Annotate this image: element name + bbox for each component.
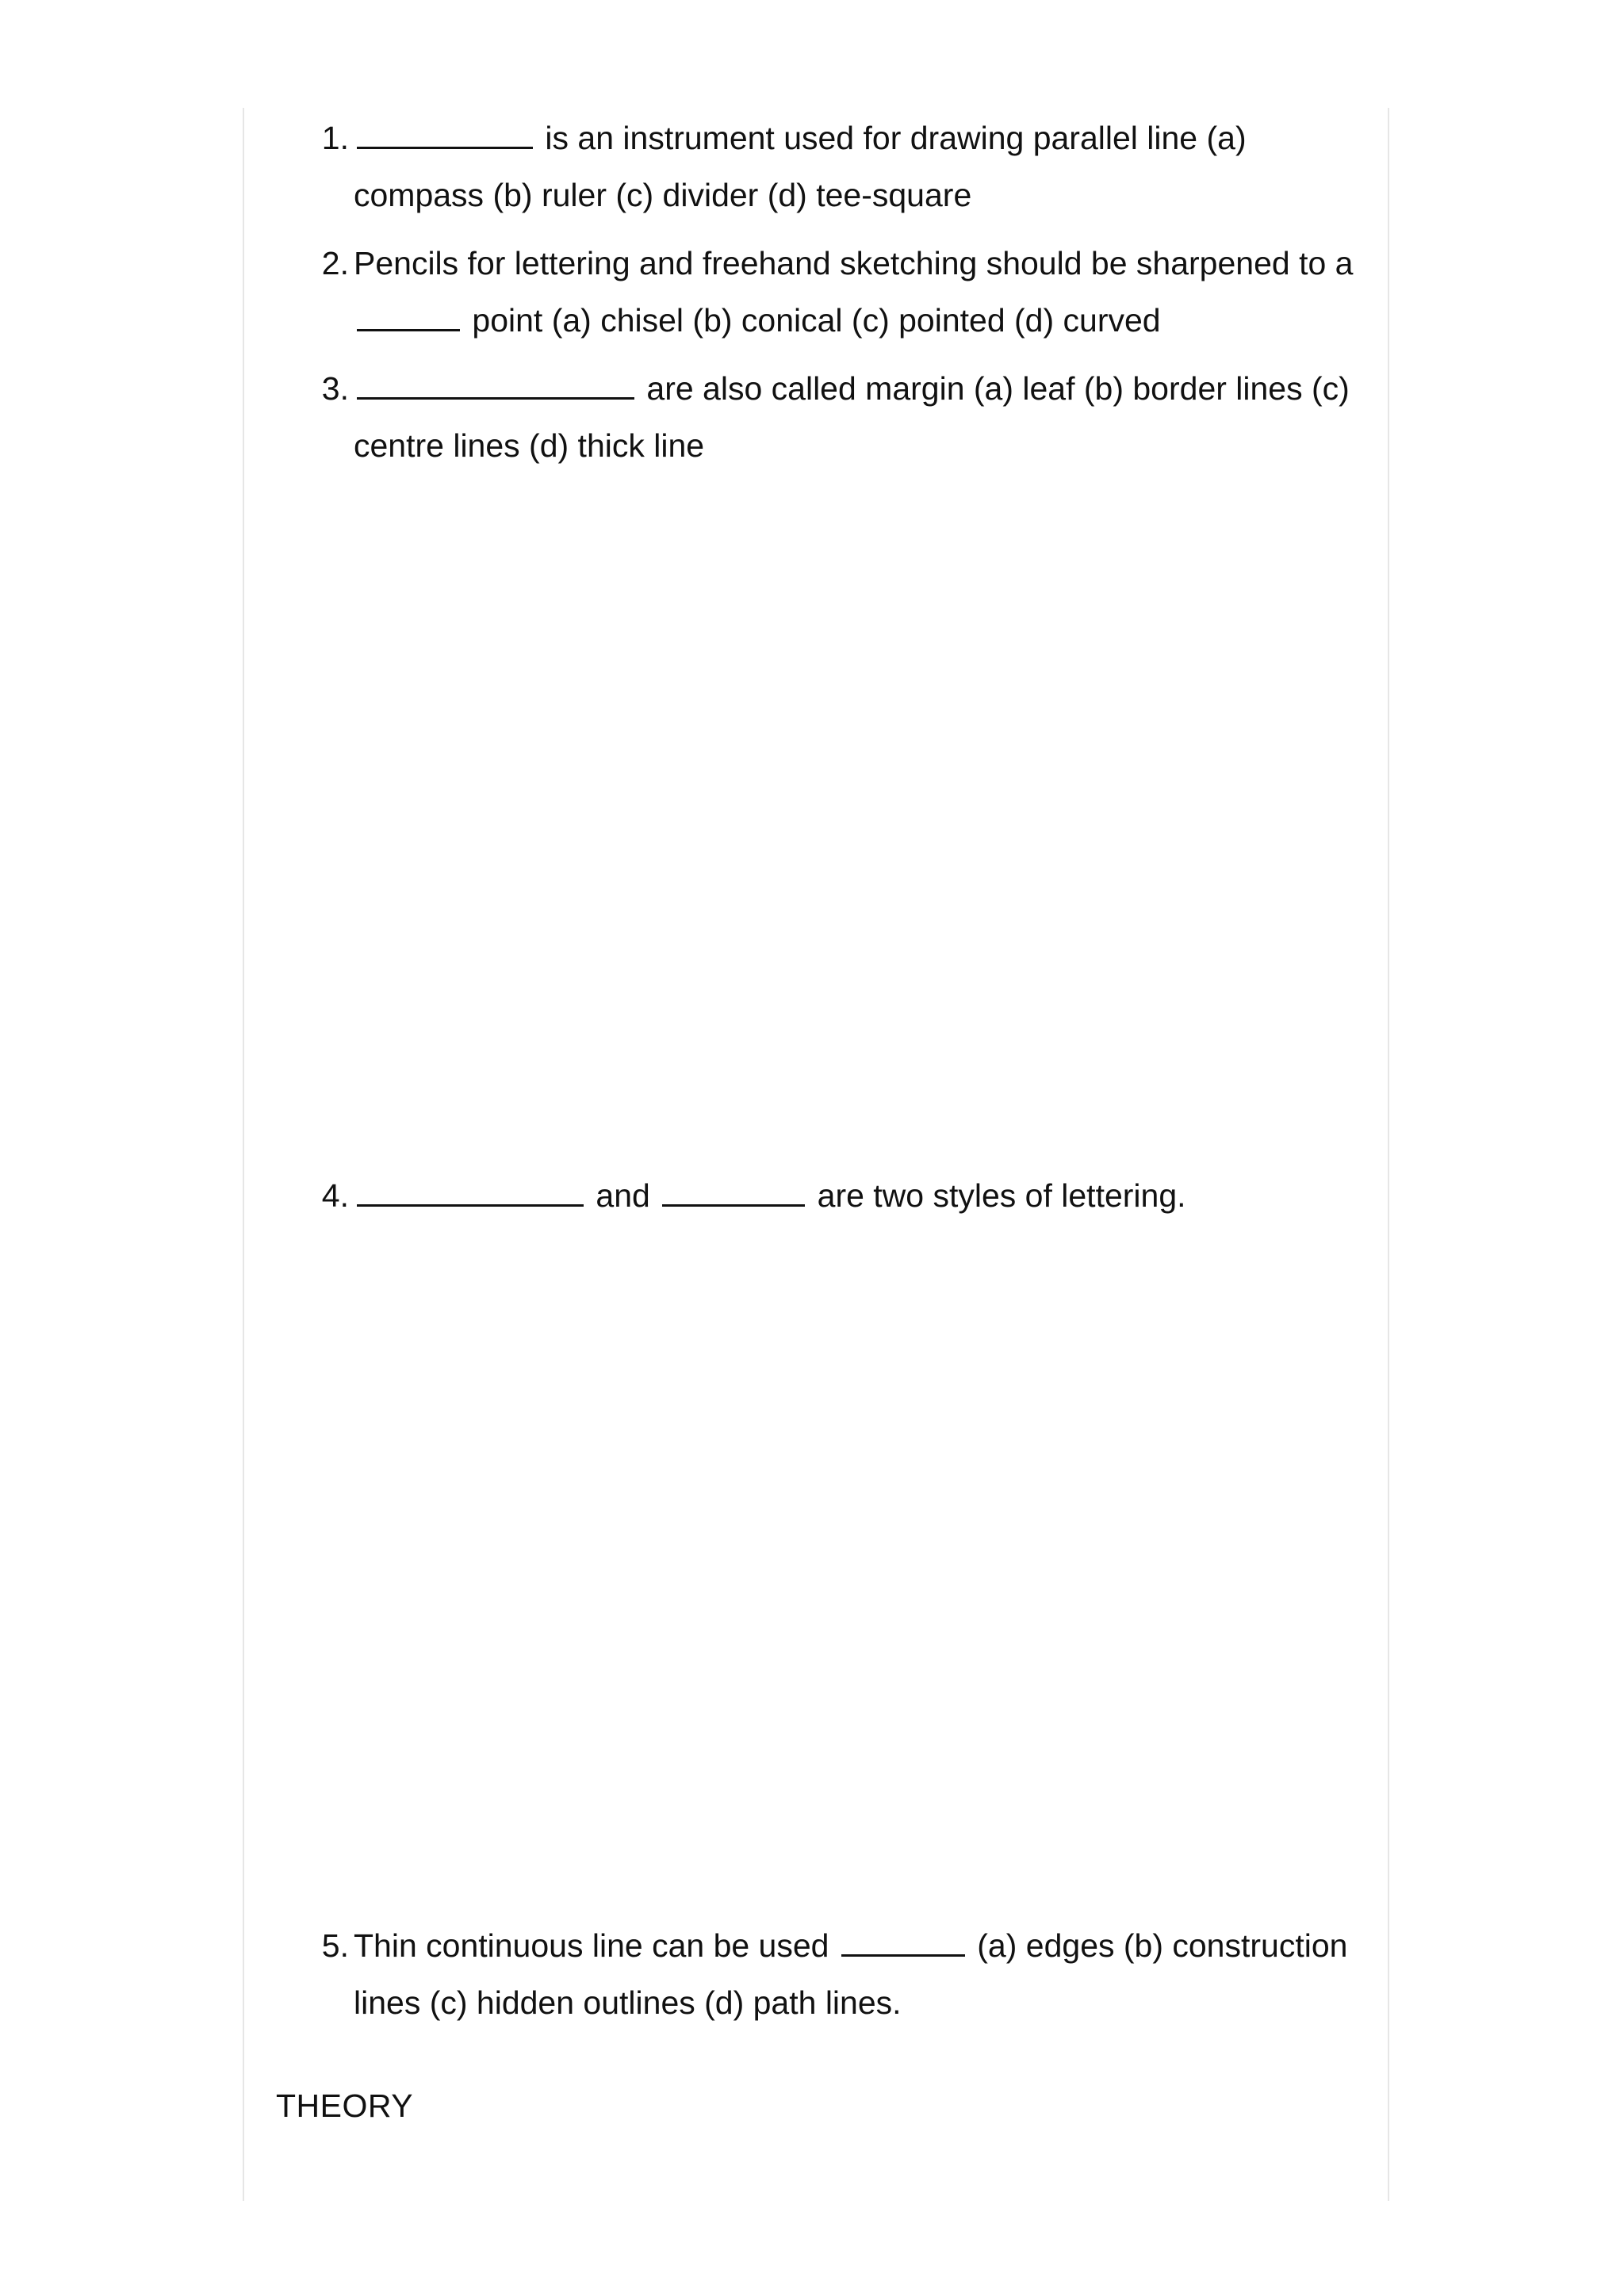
question-text-after: is an instrument used for drawing parallel line (a) compass (b) ruler (c) divider (d) tee-square [354,120,1247,213]
section-heading: THEORY [276,2087,414,2124]
answer-blank-2[interactable] [662,1181,805,1207]
answer-blank[interactable] [357,305,460,331]
question-text-middle: and [596,1177,650,1214]
answer-blank[interactable] [357,373,634,400]
answer-blank[interactable] [357,123,533,149]
question-text-before: Pencils for lettering and freehand sketching should be sharpened to a [354,245,1354,281]
question-number: 1. [321,120,349,156]
question-text-after: are also called margin (a) leaf (b) border lines (c) centre lines (d) thick line [354,370,1350,464]
question-text [354,360,1364,474]
question-text-after: point (a) chisel (b) conical (c) pointed (d) curved [472,302,1161,339]
question-2 [301,235,1364,349]
question-number: 5. [321,1927,349,1964]
question-text [354,109,1364,224]
question-text [354,1917,1364,2031]
question-3 [301,360,1364,474]
question-text-before: Thin continuous line can be used [354,1927,829,1964]
answer-blank[interactable] [841,1931,965,1957]
question-number: 3. [321,370,349,407]
question-text-after: (a) edges (b) construction lines (c) hidden outlines (d) path lines. [354,1927,1348,2021]
question-text [354,1167,1364,1224]
answer-blank-1[interactable] [357,1181,584,1207]
question-text-after: are two styles of lettering. [817,1177,1186,1214]
question-number: 4. [321,1177,349,1214]
question-number: 2. [321,245,349,281]
question-4 [301,1167,1364,1224]
question-1 [301,109,1364,224]
question-5 [301,1917,1364,2031]
question-text [354,235,1364,349]
